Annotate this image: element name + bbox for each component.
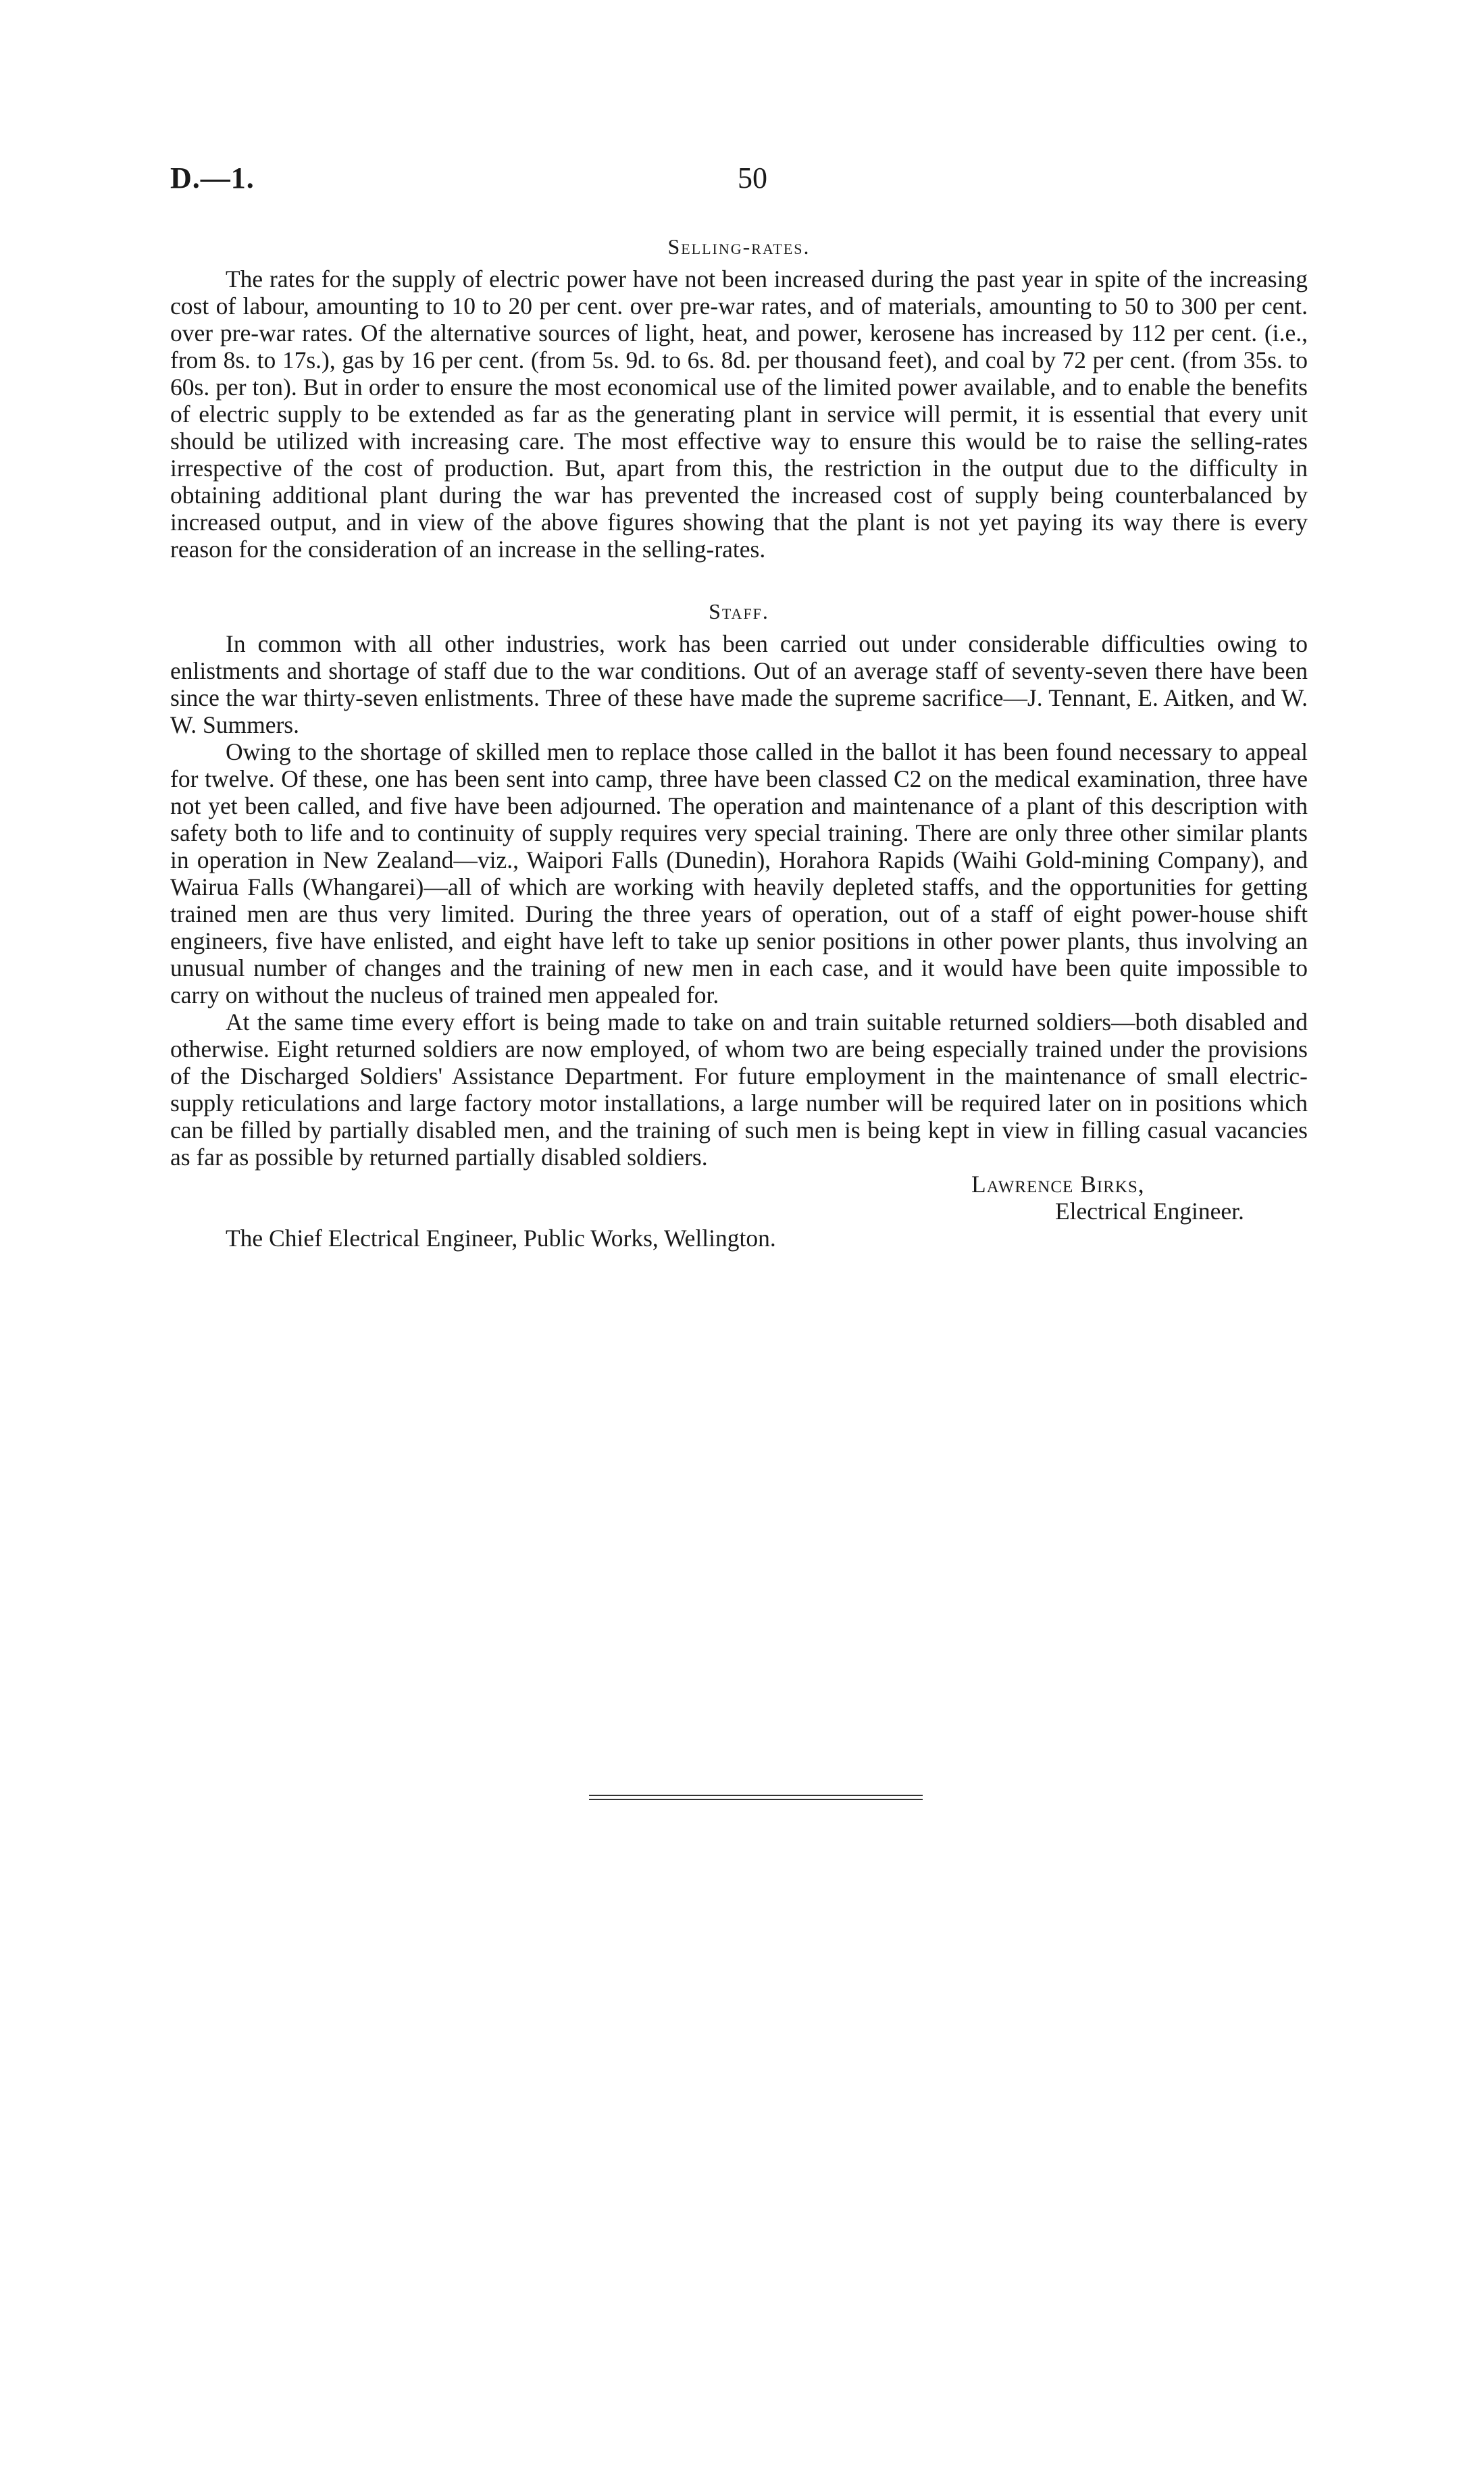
signature-block	[170, 1171, 1308, 1225]
section-selling-rates	[170, 233, 1308, 563]
paragraph: In common with all other industries, work has been carried out under considerable difficulties owing to enlistments and shortage of staff due to the war conditions. Out of an average staff of seventy-seven there have been since the war thirty-seven enlistments. Three of these have made the supreme sacrifice—J. Tennant, E. Aitken, and W. W. Summers.	[170, 630, 1308, 738]
signatory-name: Lawrence Birks,	[971, 1171, 1145, 1198]
document-reference: D.—1.	[170, 161, 255, 195]
section-heading-staff: Staff.	[709, 599, 769, 623]
end-rule-divider	[589, 1795, 923, 1803]
paragraph: Owing to the shortage of skilled men to replace those called in the ballot it has been found necessary to appeal for twelve. Of these, one has been sent into camp, three have been classed C2 on the medical examination, three have not yet been called, and five have been adjourned. The operation and maintenance of a plant of this description with safety both to life and to continuity of supply requires very special training. There are only three other similar plants in operation in New Zealand—viz., Waipori Falls (Dunedin), Horahora Rapids (Waihi Gold-mining Company), and Wairua Falls (Whangarei)—all of which are working with heavily depleted staffs, and the opportunities for getting trained men are thus very limited. During the three years of operation, out of a staff of eight power-house shift engineers, five have enlisted, and eight have left to take up senior positions in other power plants, thus involving an unusual number of changes and the training of new men in each case, and it would have been quite impossible to carry on without the nucleus of trained men appealed for.	[170, 738, 1308, 1008]
section-heading-selling-rates: Selling-rates.	[667, 234, 811, 259]
signatory-title: Electrical Engineer.	[1055, 1198, 1244, 1225]
paragraph: The rates for the supply of electric power have not been increased during the past year in spite of the increasing cost of labour, amounting to 10 to 20 per cent. over pre-war rates, and of materials, amounting to 50 to 300 per cent. over pre-war rates. Of the alternative sources of light, heat, and power, kerosene has increased by 112 per cent. (i.e., from 8s. to 17s.), gas by 16 per cent. (from 5s. 9d. to 6s. 8d. per thousand feet), and coal by 72 per cent. (from 35s. to 60s. per ton). But in order to ensure the most economical use of the limited power available, and to enable the benefits of electric supply to be extended as far as the generating plant in service will permit, it is essential that every unit should be utilized with increasing care. The most effective way to ensure this would be to raise the selling-rates irrespective of the cost of production. But, apart from this, the restriction in the output due to the difficulty in obtaining additional plant during the war has prevented the increased cost of supply being counterbalanced by increased output, and in view of the above figures showing that the plant is not yet paying its way there is every reason for the consideration of an increase in the selling-rates.	[170, 265, 1308, 563]
page-header	[170, 161, 1308, 208]
page-number: 50	[738, 161, 767, 195]
section-staff	[170, 598, 1308, 1171]
paragraph: At the same time every effort is being made to take on and train suitable returned soldiers—both disabled and otherwise. Eight returned soldiers are now employed, of whom two are being especially trained under the provisions of the Discharged Soldiers' Assistance Department. For future employment in the maintenance of small electric-supply reticulations and large factory motor installations, a large number will be required later on in positions which can be filled by partially disabled men, and the training of such men is being kept in view in filling casual vacancies as far as possible by returned partially disabled soldiers.	[170, 1008, 1308, 1171]
addressee: The Chief Electrical Engineer, Public Works, Wellington.	[226, 1225, 776, 1252]
page-body	[170, 233, 1308, 1252]
